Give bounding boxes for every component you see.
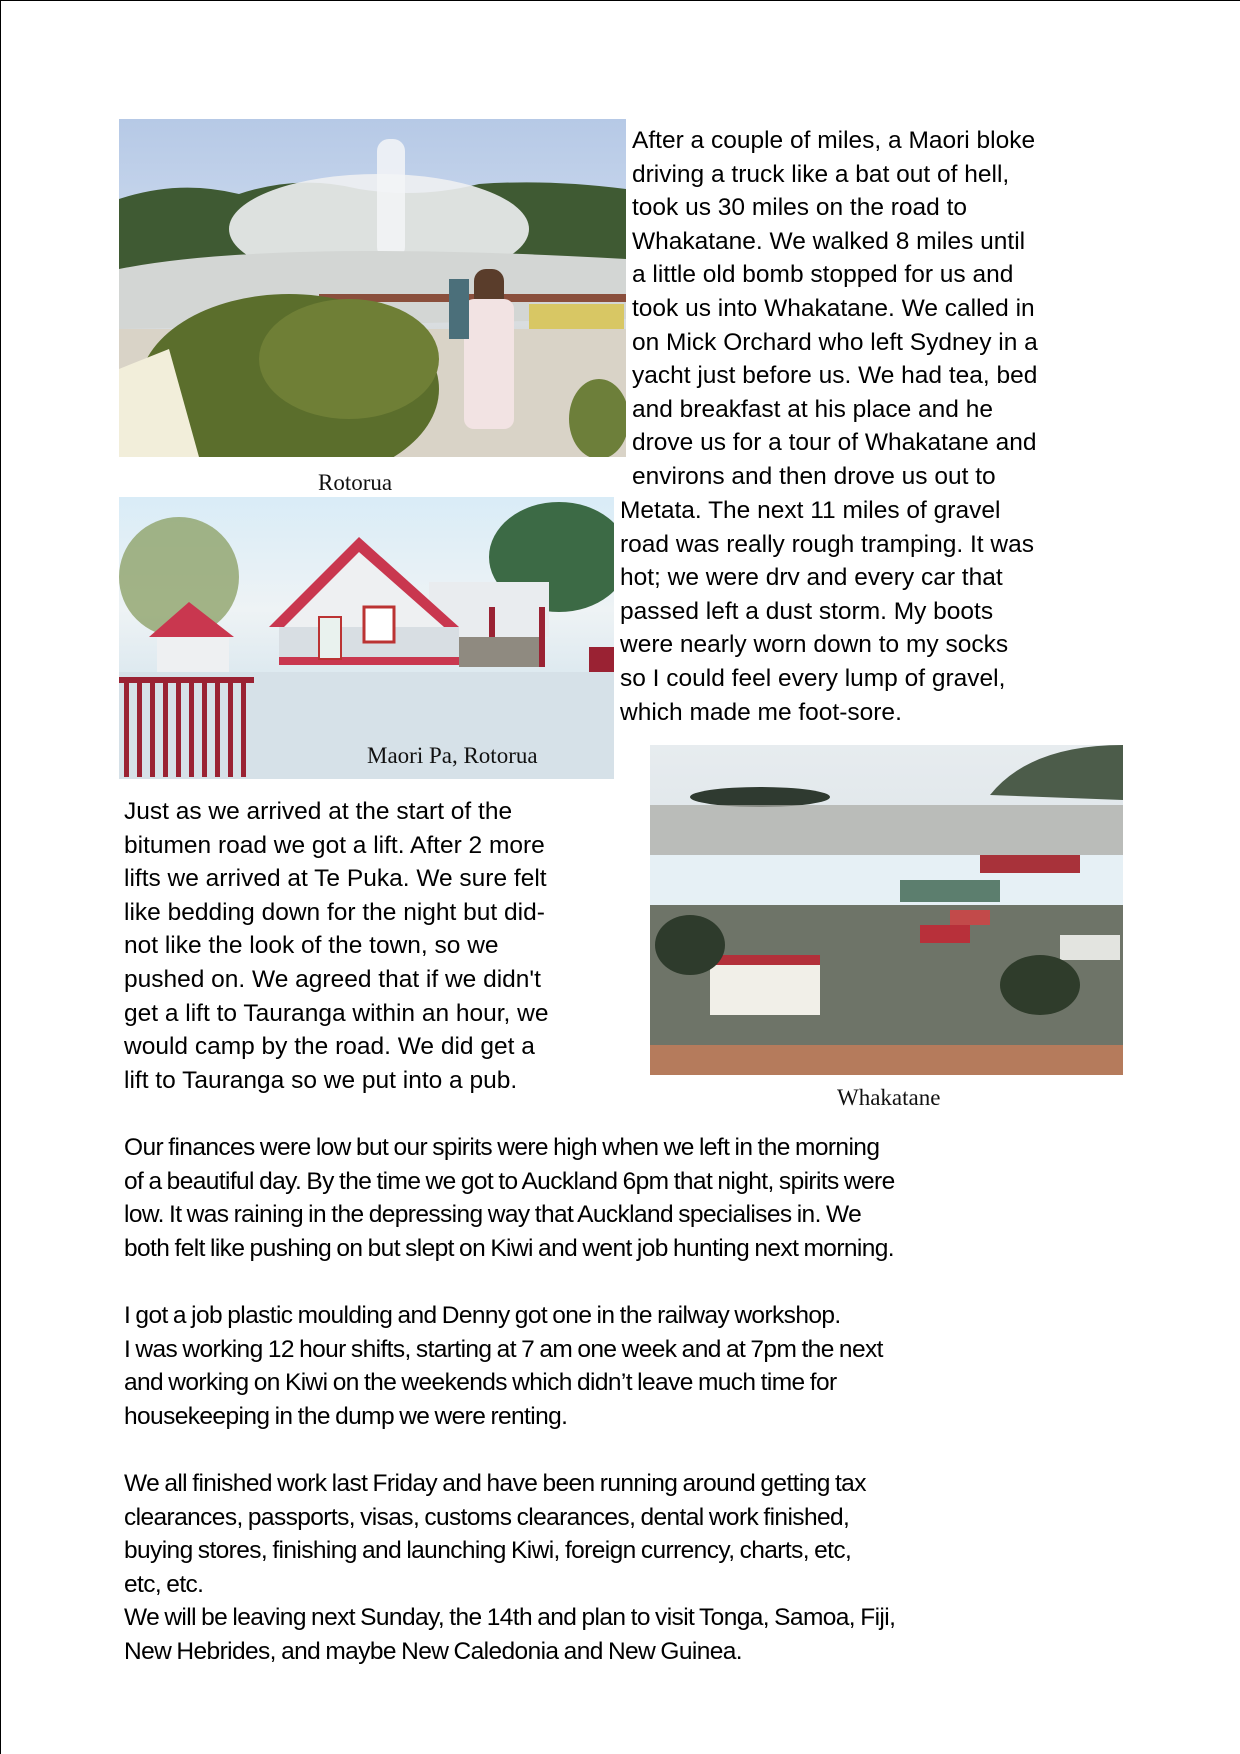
paragraph-departure-plans: We all finished work last Friday and have been running around getting tax clearances, passports, visas, customs clearances, dental work finished, buying stores, finishing and launching Kiwi, foreign currency, charts, etc, etc, etc. We will be leaving next Sunday, the 14th and plan to visit Tonga, Samoa, Fiji, New Hebrides, and maybe New Caledonia and New Guinea.: [124, 1470, 896, 1665]
photo-maori-pa: [119, 497, 614, 779]
page-border: [0, 0, 1, 1754]
photo-geyser-icon: [119, 119, 626, 457]
paragraph-metata-gravel-road: Metata. The next 11 miles of gravel road was really rough tramping. It was hot; we were drv and every car that passed left a dust storm. My boots were nearly worn down to my socks so I could feel every lump of gravel, which made me foot-sore.: [620, 497, 1034, 726]
paragraph-te-puka-tauranga: Just as we arrived at the start of the bitumen road we got a lift. After 2 more lifts we arrived at Te Puka. We sure felt like bedding down for the night but did- not like the look of the town, so we pushed on. We agreed that if we didn't get a lift to Tauranga within an hour, we would camp by the road. We did get a lift to Tauranga so we put into a pub.: [124, 798, 549, 1094]
caption-rotorua: Rotorua: [318, 470, 393, 495]
photo-rotorua-geyser: [119, 119, 626, 457]
page-border: [0, 0, 1240, 1]
paragraph-auckland-arrival: Our finances were low but our spirits were high when we left in the morning of a beautiful day. By the time we got to Auckland 6pm that night, spirits were low. It was raining in the depressing way that Auckland specialises in. We both felt like pushing on but slept on Kiwi and went job hunting next morning.: [124, 1134, 895, 1262]
caption-maori-pa: Maori Pa, Rotorua: [367, 743, 538, 768]
photo-meeting-house-icon: [119, 497, 614, 779]
photo-whakatane: [650, 745, 1123, 1075]
photo-town-aerial-icon: [650, 745, 1123, 1075]
paragraph-hitch-to-whakatane: After a couple of miles, a Maori bloke driving a truck like a bat out of hell, took us 30 miles on the road to Whakatane. We walked 8 miles until a little old bomb stopped for us and took us into Whakatane. We called in on Mick Orchard who left Sydney in a yacht just before us. We had tea, bed and breakfast at his place and he drove us for a tour of Whakatane and environs and then drove us out to: [632, 127, 1038, 490]
caption-whakatane: Whakatane: [837, 1085, 941, 1110]
paragraph-jobs: I got a job plastic moulding and Denny got one in the railway workshop. I was working 12 hour shifts, starting at 7 am one week and at 7pm the next and working on Kiwi on the weekends which didn’t leave much time for housekeeping in the dump we were renting.: [124, 1302, 883, 1430]
